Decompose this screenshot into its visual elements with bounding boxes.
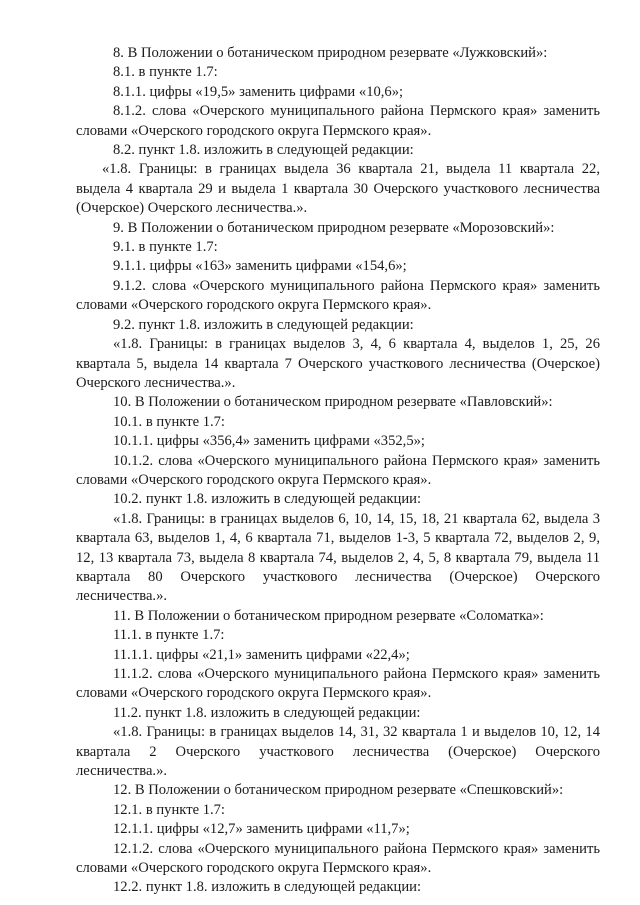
paragraph-12-heading: 12. В Положении о ботаническом природном резервате «Спешковский»: xyxy=(113,782,564,799)
paragraph-11-1-1: 11.1.1. цифры «21,1» заменить цифрами «22,4»; xyxy=(113,646,410,663)
paragraph-10-2-quote: «1.8. Границы: в границах выделов 6, 10, 14, 15, 18, 21 квартала 62, выдела 3 квартала 63, выделов 1, 4, 6 квартала 71, выделов 1-3, 5 квартала 72, выделов 2, 9, 12, 13 квартала 73, выдела 8 квартала 74, выделов 2, 4, 5, 8 квартала 79, выдела 11 квартала 80 Очерского участкового лесничества (Очерское) Очерского лесничества.». xyxy=(76,510,600,605)
paragraph-8-2-quote: «1.8. Границы: в границах выдела 36 квартала 21, выдела 11 квартала 22, выдела 4 квартала 29 и выдела 1 квартала 30 Очерского участкового лесничества (Очерское) Очерского лесничества.». xyxy=(76,161,600,217)
paragraph-10-2: 10.2. пункт 1.8. изложить в следующей редакции: xyxy=(113,491,422,508)
paragraph-9-2-quote: «1.8. Границы: в границах выделов 3, 4, 6 квартала 4, выделов 1, 25, 26 квартала 5, выдела 14 квартала 7 Очерского участкового лесничества (Очерское) Очерского лесничества.». xyxy=(76,336,600,391)
paragraph-9-1-1: 9.1.1. цифры «163» заменить цифрами «154,6»; xyxy=(113,258,407,275)
paragraph-11-1-2: 11.1.2. слова «Очерского муниципального района Пермского края» заменить словами «Очерского городского округа Пермского края». xyxy=(76,666,600,702)
paragraph-11-1: 11.1. в пункте 1.7: xyxy=(113,627,225,644)
paragraph-9-2: 9.2. пункт 1.8. изложить в следующей редакции: xyxy=(113,316,414,333)
paragraph-12-2: 12.2. пункт 1.8. изложить в следующей редакции: xyxy=(113,879,422,896)
paragraph-12-1-1: 12.1.1. цифры «12,7» заменить цифрами «11,7»; xyxy=(113,821,410,838)
paragraph-8-1-2: 8.1.2. слова «Очерского муниципального района Пермского края» заменить словами «Очерского городского округа Пермского края». xyxy=(76,103,600,139)
paragraph-11-2: 11.2. пункт 1.8. изложить в следующей редакции: xyxy=(113,704,421,721)
paragraph-10-1: 10.1. в пункте 1.7: xyxy=(113,413,225,430)
paragraph-9-1-2: 9.1.2. слова «Очерского муниципального района Пермского края» заменить словами «Очерского городского округа Пермского края». xyxy=(76,277,600,314)
paragraph-10-heading: 10. В Положении о ботаническом природном резервате «Павловский»: xyxy=(113,394,553,411)
paragraph-11-2-quote: «1.8. Границы: в границах выделов 14, 31, 32 квартала 1 и выделов 10, 12, 14 квартала 2 Очерского участкового лесничества (Очерское) Очерского лесничества.». xyxy=(76,724,600,780)
document-page xyxy=(76,44,600,898)
paragraph-9-heading: 9. В Положении о ботаническом природном резервате «Морозовский»: xyxy=(113,219,555,236)
paragraph-11-heading: 11. В Положении о ботаническом природном резервате «Соломатка»: xyxy=(113,607,544,624)
paragraph-10-1-2: 10.1.2. слова «Очерского муниципального района Пермского края» заменить словами «Очерского городского округа Пермского края». xyxy=(76,452,600,488)
paragraph-8-1: 8.1. в пункте 1.7: xyxy=(113,64,218,81)
paragraph-9-1: 9.1. в пункте 1.7: xyxy=(113,239,218,256)
paragraph-8-heading: 8. В Положении о ботаническом природном резервате «Лужковский»: xyxy=(113,45,548,61)
paragraph-8-1-1: 8.1.1. цифры «19,5» заменить цифрами «10,6»; xyxy=(113,83,404,100)
paragraph-12-1-2: 12.1.2. слова «Очерского муниципального района Пермского края» заменить словами «Очерского городского округа Пермского края». xyxy=(76,840,600,877)
paragraph-12-1: 12.1. в пункте 1.7: xyxy=(113,801,225,818)
paragraph-8-2: 8.2. пункт 1.8. изложить в следующей редакции: xyxy=(113,142,414,159)
paragraph-10-1-1: 10.1.1. цифры «356,4» заменить цифрами «352,5»; xyxy=(113,433,425,450)
